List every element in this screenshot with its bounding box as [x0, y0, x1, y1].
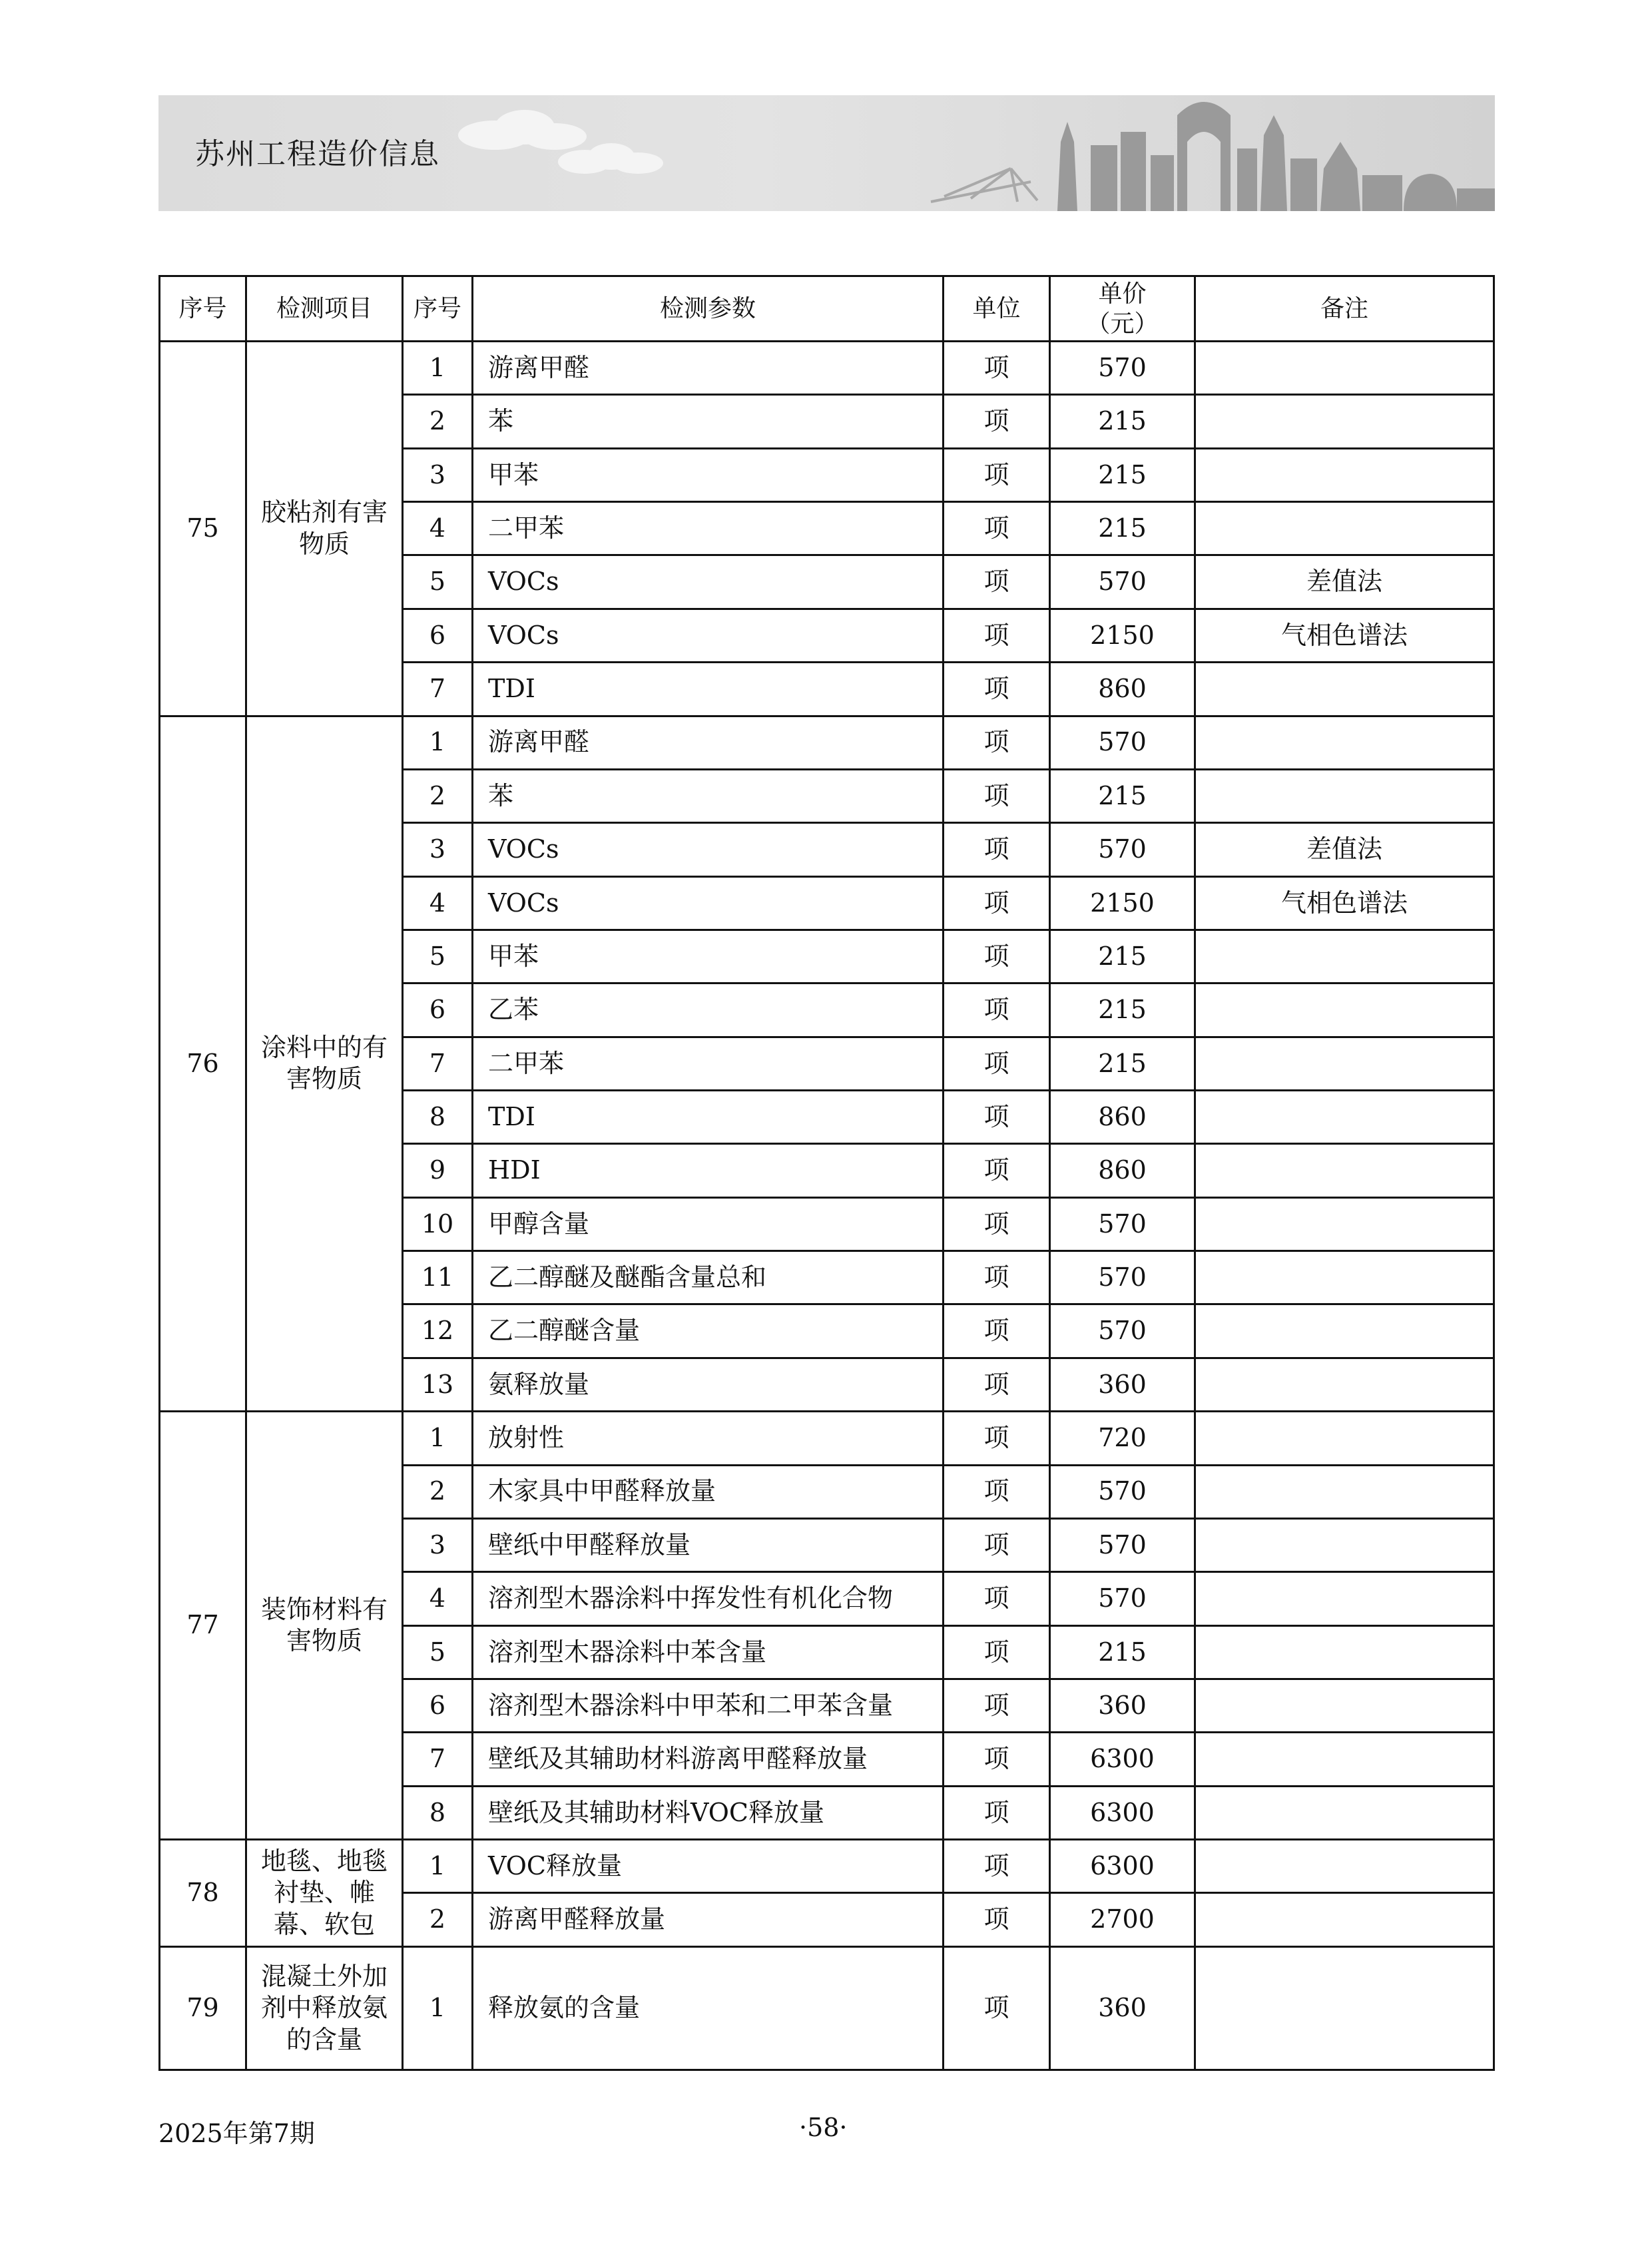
- unit-cell: 项: [944, 1412, 1050, 1465]
- note-cell: [1195, 1733, 1494, 1786]
- test-param-cell: 苯: [473, 769, 944, 822]
- unit-cell: 项: [944, 448, 1050, 501]
- price-cell: 860: [1050, 1091, 1195, 1144]
- test-item-cell: [246, 342, 403, 716]
- test-param-cell: 壁纸及其辅助材料VOC释放量: [473, 1786, 944, 1839]
- sub-number-cell: 2: [403, 1893, 473, 1946]
- group-number-cell: 79: [160, 1946, 246, 2070]
- col-header-param: 检测参数: [473, 276, 944, 342]
- table-row: [160, 716, 1494, 769]
- col-header-price: 单价 （元）: [1050, 276, 1195, 342]
- sub-number-cell: 1: [403, 1840, 473, 1893]
- sub-number-cell: 11: [403, 1251, 473, 1304]
- note-cell: [1195, 342, 1494, 395]
- price-cell: 570: [1050, 342, 1195, 395]
- test-param-cell: 甲醇含量: [473, 1197, 944, 1251]
- price-cell: 570: [1050, 716, 1195, 769]
- note-cell: [1195, 1197, 1494, 1251]
- test-param-cell: 溶剂型木器涂料中挥发性有机化合物: [473, 1572, 944, 1625]
- test-param-cell: 放射性: [473, 1412, 944, 1465]
- test-param-cell: VOC释放量: [473, 1840, 944, 1893]
- note-cell: [1195, 716, 1494, 769]
- issue-number: 2025年第7期: [158, 2119, 315, 2148]
- test-item-label: 胶粘剂有害物质: [260, 497, 388, 559]
- note-cell: 气相色谱法: [1195, 876, 1494, 930]
- test-param-cell: 壁纸中甲醛释放量: [473, 1518, 944, 1571]
- price-cell: 570: [1050, 1518, 1195, 1571]
- note-cell: [1195, 1572, 1494, 1625]
- sub-number-cell: 2: [403, 1465, 473, 1518]
- unit-cell: 项: [944, 930, 1050, 983]
- sub-number-cell: 1: [403, 716, 473, 769]
- unit-cell: 项: [944, 876, 1050, 930]
- note-cell: [1195, 1786, 1494, 1839]
- sub-number-cell: 1: [403, 1412, 473, 1465]
- unit-cell: 项: [944, 1358, 1050, 1411]
- unit-cell: 项: [944, 1518, 1050, 1571]
- unit-cell: 项: [944, 1037, 1050, 1090]
- test-param-cell: 氨释放量: [473, 1358, 944, 1411]
- testing-fee-table: [158, 275, 1495, 2071]
- sub-number-cell: 6: [403, 1679, 473, 1732]
- price-cell: 570: [1050, 1465, 1195, 1518]
- note-cell: [1195, 1893, 1494, 1946]
- sub-number-cell: 10: [403, 1197, 473, 1251]
- publication-title: 苏州工程造价信息: [195, 137, 440, 171]
- note-cell: [1195, 1358, 1494, 1411]
- sub-number-cell: 13: [403, 1358, 473, 1411]
- city-skyline-illustration: [158, 95, 1495, 211]
- price-cell: 860: [1050, 1144, 1195, 1197]
- unit-cell: 项: [944, 1893, 1050, 1946]
- test-param-cell: VOCs: [473, 609, 944, 662]
- price-cell: 215: [1050, 769, 1195, 822]
- price-cell: 215: [1050, 930, 1195, 983]
- sub-number-cell: 7: [403, 663, 473, 716]
- unit-cell: 项: [944, 769, 1050, 822]
- note-cell: [1195, 395, 1494, 448]
- sub-number-cell: 4: [403, 502, 473, 555]
- test-param-cell: 甲苯: [473, 448, 944, 501]
- sub-number-cell: 4: [403, 876, 473, 930]
- note-cell: [1195, 769, 1494, 822]
- unit-cell: 项: [944, 983, 1050, 1037]
- price-cell: 6300: [1050, 1786, 1195, 1839]
- price-cell: 6300: [1050, 1733, 1195, 1786]
- table-header-row: [160, 276, 1494, 342]
- test-param-cell: VOCs: [473, 876, 944, 930]
- sub-number-cell: 3: [403, 1518, 473, 1571]
- note-cell: [1195, 1465, 1494, 1518]
- note-cell: [1195, 1625, 1494, 1679]
- sub-number-cell: 9: [403, 1144, 473, 1197]
- price-cell: 2150: [1050, 876, 1195, 930]
- note-cell: [1195, 448, 1494, 501]
- unit-cell: 项: [944, 1625, 1050, 1679]
- unit-cell: 项: [944, 1733, 1050, 1786]
- unit-cell: 项: [944, 1840, 1050, 1893]
- sub-number-cell: 2: [403, 395, 473, 448]
- sub-number-cell: 3: [403, 823, 473, 876]
- test-item-cell: [246, 716, 403, 1412]
- group-number-cell: 77: [160, 1412, 246, 1840]
- unit-cell: 项: [944, 502, 1050, 555]
- test-param-cell: 溶剂型木器涂料中甲苯和二甲苯含量: [473, 1679, 944, 1732]
- table-row: [160, 1840, 1494, 1893]
- test-param-cell: VOCs: [473, 823, 944, 876]
- price-cell: 570: [1050, 555, 1195, 609]
- unit-cell: 项: [944, 823, 1050, 876]
- note-cell: 气相色谱法: [1195, 609, 1494, 662]
- test-param-cell: 乙二醇醚含量: [473, 1304, 944, 1358]
- unit-cell: 项: [944, 1679, 1050, 1732]
- note-cell: [1195, 930, 1494, 983]
- test-param-cell: 甲苯: [473, 930, 944, 983]
- sub-number-cell: 8: [403, 1786, 473, 1839]
- table-row: [160, 1412, 1494, 1465]
- price-cell: 6300: [1050, 1840, 1195, 1893]
- test-param-cell: TDI: [473, 1091, 944, 1144]
- sub-number-cell: 5: [403, 930, 473, 983]
- note-cell: [1195, 1091, 1494, 1144]
- test-item-label: 涂料中的有害物质: [260, 1032, 388, 1094]
- table-body: [160, 342, 1494, 2070]
- test-param-cell: 壁纸及其辅助材料游离甲醛释放量: [473, 1733, 944, 1786]
- unit-cell: 项: [944, 1197, 1050, 1251]
- unit-cell: 项: [944, 609, 1050, 662]
- col-header-group-no: 序号: [160, 276, 246, 342]
- unit-cell: 项: [944, 395, 1050, 448]
- price-cell: 215: [1050, 502, 1195, 555]
- header-banner: [158, 95, 1495, 211]
- unit-cell: 项: [944, 1251, 1050, 1304]
- price-cell: 215: [1050, 448, 1195, 501]
- price-cell: 215: [1050, 983, 1195, 1037]
- page-number: ·58·: [799, 2113, 848, 2142]
- test-param-cell: 木家具中甲醛释放量: [473, 1465, 944, 1518]
- test-param-cell: 乙苯: [473, 983, 944, 1037]
- test-param-cell: 游离甲醛释放量: [473, 1893, 944, 1946]
- unit-cell: 项: [944, 1304, 1050, 1358]
- unit-cell: 项: [944, 663, 1050, 716]
- note-cell: [1195, 983, 1494, 1037]
- group-number-cell: 76: [160, 716, 246, 1412]
- note-cell: [1195, 1037, 1494, 1090]
- test-item-cell: [246, 1412, 403, 1840]
- test-item-label: 地毯、地毯衬垫、帷幕、软包: [260, 1846, 388, 1939]
- sub-number-cell: 5: [403, 555, 473, 609]
- unit-cell: 项: [944, 1465, 1050, 1518]
- unit-cell: 项: [944, 1091, 1050, 1144]
- col-header-sub-no: 序号: [403, 276, 473, 342]
- unit-cell: 项: [944, 342, 1050, 395]
- sub-number-cell: 6: [403, 609, 473, 662]
- price-cell: 860: [1050, 663, 1195, 716]
- test-item-label: 混凝土外加剂中释放氨的含量: [260, 1961, 388, 2054]
- sub-number-cell: 1: [403, 1946, 473, 2070]
- group-number-cell: 75: [160, 342, 246, 716]
- note-cell: [1195, 1251, 1494, 1304]
- test-param-cell: 乙二醇醚及醚酯含量总和: [473, 1251, 944, 1304]
- note-cell: [1195, 1946, 1494, 2070]
- sub-number-cell: 2: [403, 769, 473, 822]
- col-header-unit: 单位: [944, 276, 1050, 342]
- group-number-cell: 78: [160, 1840, 246, 1947]
- price-cell: 2150: [1050, 609, 1195, 662]
- test-param-cell: 溶剂型木器涂料中苯含量: [473, 1625, 944, 1679]
- price-cell: 570: [1050, 1251, 1195, 1304]
- test-param-cell: 释放氨的含量: [473, 1946, 944, 2070]
- unit-cell: 项: [944, 1786, 1050, 1839]
- test-param-cell: TDI: [473, 663, 944, 716]
- note-cell: [1195, 1840, 1494, 1893]
- price-cell: 570: [1050, 1304, 1195, 1358]
- price-cell: 215: [1050, 1625, 1195, 1679]
- note-cell: [1195, 1304, 1494, 1358]
- sub-number-cell: 12: [403, 1304, 473, 1358]
- price-cell: 720: [1050, 1412, 1195, 1465]
- test-item-label: 装饰材料有害物质: [260, 1594, 388, 1656]
- sub-number-cell: 7: [403, 1733, 473, 1786]
- note-cell: 差值法: [1195, 555, 1494, 609]
- table-row: [160, 342, 1494, 395]
- unit-cell: 项: [944, 716, 1050, 769]
- unit-cell: 项: [944, 1144, 1050, 1197]
- price-cell: 360: [1050, 1946, 1195, 2070]
- sub-number-cell: 8: [403, 1091, 473, 1144]
- unit-cell: 项: [944, 1572, 1050, 1625]
- test-param-cell: HDI: [473, 1144, 944, 1197]
- test-item-cell: [246, 1946, 403, 2070]
- test-param-cell: 二甲苯: [473, 502, 944, 555]
- test-item-cell: [246, 1840, 403, 1947]
- note-cell: [1195, 1679, 1494, 1732]
- sub-number-cell: 5: [403, 1625, 473, 1679]
- note-cell: [1195, 1518, 1494, 1571]
- test-param-cell: 游离甲醛: [473, 342, 944, 395]
- test-param-cell: 游离甲醛: [473, 716, 944, 769]
- col-header-item: 检测项目: [246, 276, 403, 342]
- price-cell: 360: [1050, 1679, 1195, 1732]
- unit-cell: 项: [944, 1946, 1050, 2070]
- price-cell: 2700: [1050, 1893, 1195, 1946]
- note-cell: [1195, 1412, 1494, 1465]
- price-cell: 215: [1050, 395, 1195, 448]
- price-cell: 570: [1050, 1572, 1195, 1625]
- sub-number-cell: 1: [403, 342, 473, 395]
- sub-number-cell: 3: [403, 448, 473, 501]
- note-cell: [1195, 663, 1494, 716]
- note-cell: 差值法: [1195, 823, 1494, 876]
- test-param-cell: VOCs: [473, 555, 944, 609]
- table-row: [160, 1946, 1494, 2070]
- price-cell: 215: [1050, 1037, 1195, 1090]
- test-param-cell: 二甲苯: [473, 1037, 944, 1090]
- note-cell: [1195, 1144, 1494, 1197]
- sub-number-cell: 6: [403, 983, 473, 1037]
- price-cell: 570: [1050, 823, 1195, 876]
- test-param-cell: 苯: [473, 395, 944, 448]
- price-cell: 570: [1050, 1197, 1195, 1251]
- price-cell: 360: [1050, 1358, 1195, 1411]
- sub-number-cell: 4: [403, 1572, 473, 1625]
- note-cell: [1195, 502, 1494, 555]
- sub-number-cell: 7: [403, 1037, 473, 1090]
- unit-cell: 项: [944, 555, 1050, 609]
- col-header-note: 备注: [1195, 276, 1494, 342]
